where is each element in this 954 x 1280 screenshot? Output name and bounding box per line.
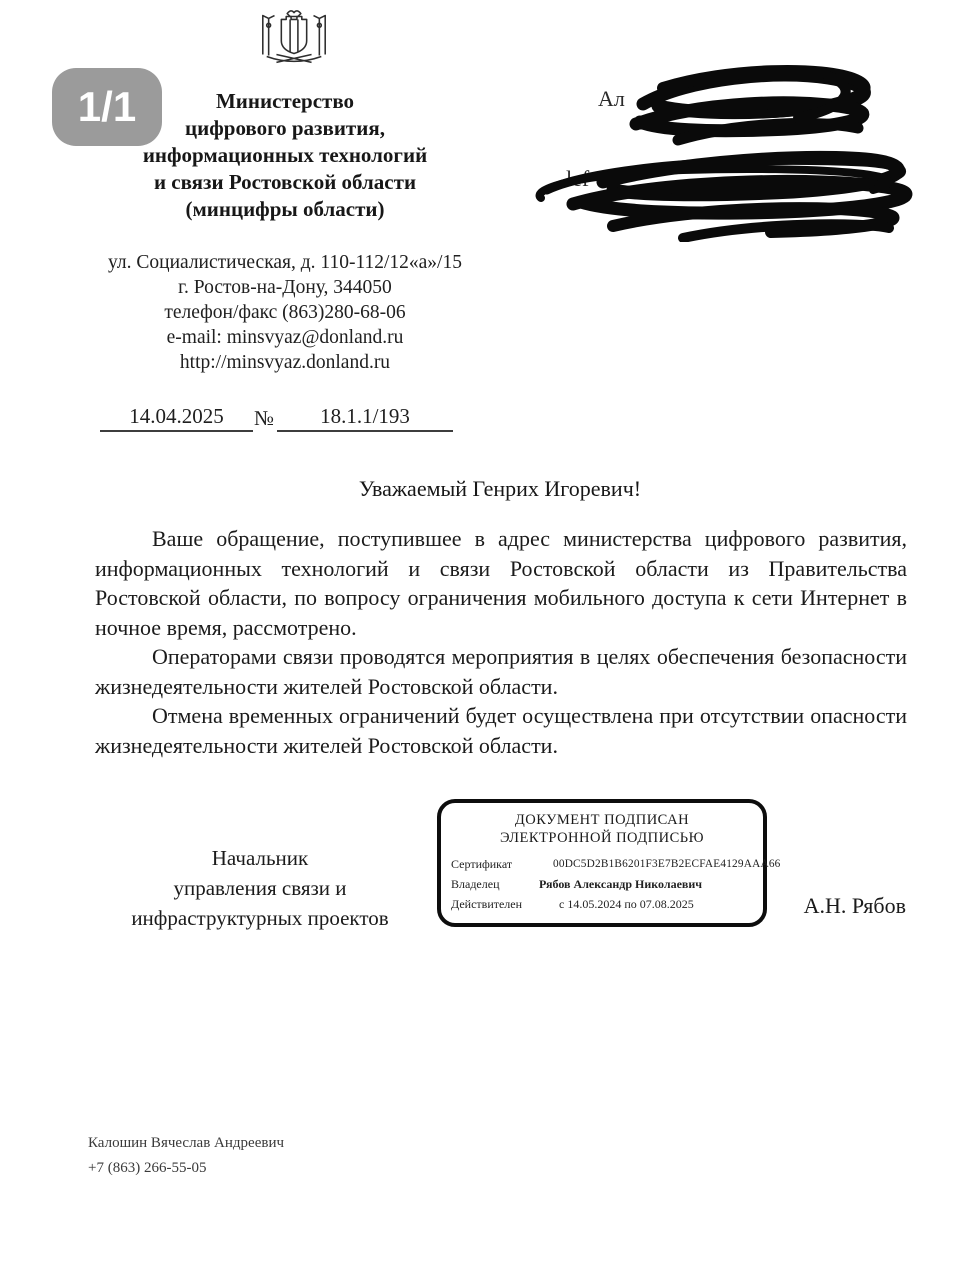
salutation: Уважаемый Генрих Игоревич!	[358, 476, 642, 501]
address-line: телефон/факс (863)280-68-06	[164, 302, 406, 323]
signer-title-line: управления связи и	[173, 876, 347, 900]
stamp-title-line1: ДОКУМЕНТ ПОДПИСАН	[514, 812, 690, 828]
address-line: http://minsvyaz.donland.ru	[179, 352, 391, 373]
letter-number: 18.1.1/193	[277, 404, 453, 432]
ministry-line: Министерство	[215, 89, 355, 113]
address-line: ул. Социалистическая, д. 110-112/12«а»/15	[108, 252, 462, 273]
number-sign: №	[254, 406, 275, 430]
signer-job-title	[95, 843, 425, 933]
stamp-certificate-row	[451, 854, 781, 874]
letter-date: 14.04.2025	[100, 404, 253, 432]
signer-title-line: Начальник	[211, 846, 309, 870]
executor-contact-block	[88, 1131, 284, 1181]
recipient-fragment-2: lef	[566, 166, 590, 191]
stamp-validity-value: с 14.05.2024 по 07.08.2025	[559, 897, 694, 911]
address-line: г. Ростов-на-Дону, 344050	[178, 277, 392, 298]
address-line: e-mail: minsvyaz@donland.ru	[166, 327, 404, 348]
signer-name: А.Н. Рябов	[803, 893, 906, 918]
rostov-coat-of-arms-icon	[255, 5, 333, 67]
executor-name: Калошин Вячеслав Андреевич	[88, 1135, 285, 1151]
page-counter-badge: 1/1	[52, 68, 162, 146]
body-paragraph: Ваше обращение, поступившее в адрес министерства цифрового развития, информационных технологий и связи Ростовской области из Правительства Ростовской области, по вопросу ограничения мобильного доступа к сети Интернет в ночное время, рассмотрено.	[95, 526, 907, 640]
ministry-line: цифрового развития,	[185, 116, 385, 140]
stamp-certificate-label: Сертификат	[451, 857, 513, 871]
body-paragraph: Операторами связи проводятся мероприятия в целях обеспечения безопасности жизнедеятельности жителей Ростовской области.	[95, 644, 907, 699]
executor-phone: +7 (863) 266-55-05	[88, 1160, 207, 1176]
redaction-scribble-bottom	[533, 146, 939, 242]
ministry-line: и связи Ростовской области	[153, 170, 417, 194]
sender-address-block	[60, 250, 510, 375]
ministry-line: (минцифры области)	[185, 197, 385, 221]
recipient-fragment-3: om	[800, 168, 829, 193]
stamp-title-line2: ЭЛЕКТРОННОЙ ПОДПИСЬЮ	[499, 830, 705, 846]
stamp-validity-row	[451, 894, 753, 914]
letter-body	[95, 524, 907, 760]
reference-line	[0, 402, 954, 434]
stamp-certificate-value: 00DC5D2B1B6201F3E7B2ECFAE4129AAA66	[553, 858, 781, 870]
stamp-validity-label: Действителен	[451, 897, 523, 911]
body-paragraph: Отмена временных ограничений будет осуществлена при отсутствии опасности жизнедеятельности жителей Ростовской области.	[95, 703, 907, 758]
recipient-fragment-1: Ал	[598, 86, 625, 111]
stamp-owner-row	[451, 874, 753, 894]
ministry-line: информационных технологий	[142, 143, 428, 167]
stamp-owner-label: Владелец	[451, 877, 500, 891]
signer-title-line: инфраструктурных проектов	[131, 906, 389, 930]
stamp-owner-value: Рябов Александр Николаевич	[539, 877, 703, 891]
e-signature-stamp	[437, 799, 781, 927]
redaction-scribble-top	[588, 64, 898, 156]
